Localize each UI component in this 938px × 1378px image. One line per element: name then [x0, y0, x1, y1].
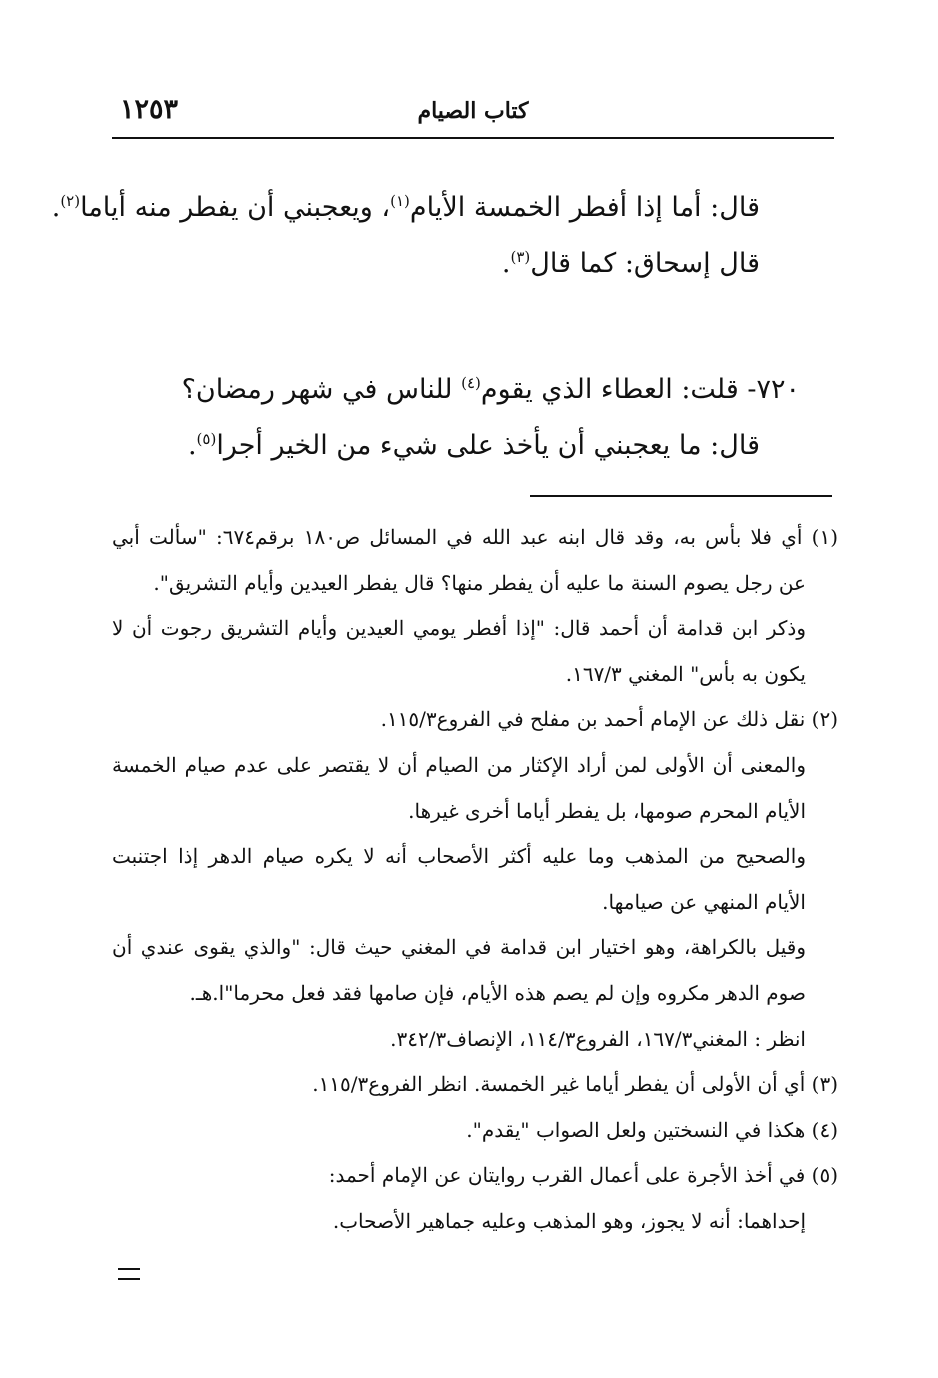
page-number: ١٢٥٣: [120, 94, 179, 125]
footnote-line: عن رجل يصوم السنة ما عليه أن يفطر منها؟ قال يفطر العيدين وأيام التشريق".: [153, 570, 806, 595]
answer-720-text: قال: ما يعجبني أن يأخذ على شيء من الخير أجرا: [216, 430, 760, 461]
footnote-line: (٥) في أخذ الأجرة على أعمال القرب روايتان عن الإمام أحمد:: [328, 1163, 838, 1188]
question-720-text: ٧٢٠- قلت: العطاء الذي يقوم: [480, 374, 800, 405]
period: .: [51, 192, 61, 223]
footnote-line: (٤) هكذا في النسختين ولعل الصواب "يقدم".: [466, 1117, 838, 1142]
footnote-ref-2: (٢): [60, 192, 81, 210]
main-line-3: [150, 362, 800, 418]
main-line-1: [51, 180, 760, 236]
continuation-mark: [118, 1268, 140, 1280]
main-text: [51, 180, 800, 474]
section-gap: [150, 292, 760, 362]
main-line-1-mid: ، ويعجبني أن يفطر منه أياما: [80, 192, 391, 223]
page-header: [112, 92, 834, 132]
footnote-line: (٣) أي أن الأولى أن يفطر أياما غير الخمسة. انظر الفروع١١٥/٣.: [312, 1072, 838, 1097]
header-rule: [112, 137, 834, 139]
footnote-line: وقيل بالكراهة، وهو اختيار ابن قدامة في المغني حيث قال: "والذي يقوى عندي أن: [112, 935, 806, 960]
footnote-line: الأيام المنهي عن صيامها.: [602, 889, 806, 914]
footnote-separator: [530, 495, 832, 497]
period: .: [501, 248, 511, 279]
footnote-line: وذكر ابن قدامة أن أحمد قال: "إذا أفطر يومي العيدين وأيام التشريق رجوت أن لا: [112, 616, 806, 641]
footnote-ref-1: (١): [390, 192, 410, 210]
footnote-ref-5: (٥): [196, 430, 217, 448]
footnote-line: والصحيح من المذهب وما عليه أكثر الأصحاب أنه لا يكره صيام الدهر إذا اجتنبت: [112, 844, 806, 869]
footnote-line: يكون به بأس" المغني ١٦٧/٣.: [565, 661, 806, 686]
footnotes: [112, 515, 838, 1245]
question-720-tail: للناس في شهر رمضان؟: [181, 374, 462, 405]
main-line-2: [150, 236, 760, 292]
footnote-line: والمعنى أن الأولى لمن أراد الإكثار من الصيام أن لا يقتصر على عدم صيام الخمسة: [112, 752, 806, 777]
period: .: [187, 430, 197, 461]
footnote-line: (١) أي فلا بأس به، وقد قال ابنه عبد الله في المسائل ص١٨٠ برقم٦٧٤: "سألت أبي: [112, 525, 838, 549]
footnote-line: (٢) نقل ذلك عن الإمام أحمد بن مفلح في الفروع١١٥/٣.: [380, 707, 838, 732]
footnote-line: صوم الدهر مكروه وإن لم يصم هذه الأيام، فإن صامها فقد فعل محرما"ا.هـ.: [189, 980, 806, 1005]
running-title: كتاب الصيام: [417, 98, 529, 124]
footnote-line: إحداهما: أنه لا يجوز، وهو المذهب وعليه جماهير الأصحاب.: [332, 1208, 806, 1233]
footnote-line: الأيام المحرم صومها، بل يفطر أياما أخرى غيرها.: [408, 798, 806, 823]
footnote-ref-4: (٤): [461, 374, 481, 392]
main-line-2-text: قال إسحاق: كما قال: [530, 248, 760, 279]
footnote-line: انظر : المغني١٦٧/٣، الفروع١١٤/٣، الإنصاف٣٤٢/٣.: [390, 1026, 806, 1051]
main-line-4: [150, 418, 760, 474]
main-line-1-text: قال: أما إذا أفطر الخمسة الأيام: [409, 192, 760, 223]
footnote-ref-3: (٣): [510, 248, 531, 266]
